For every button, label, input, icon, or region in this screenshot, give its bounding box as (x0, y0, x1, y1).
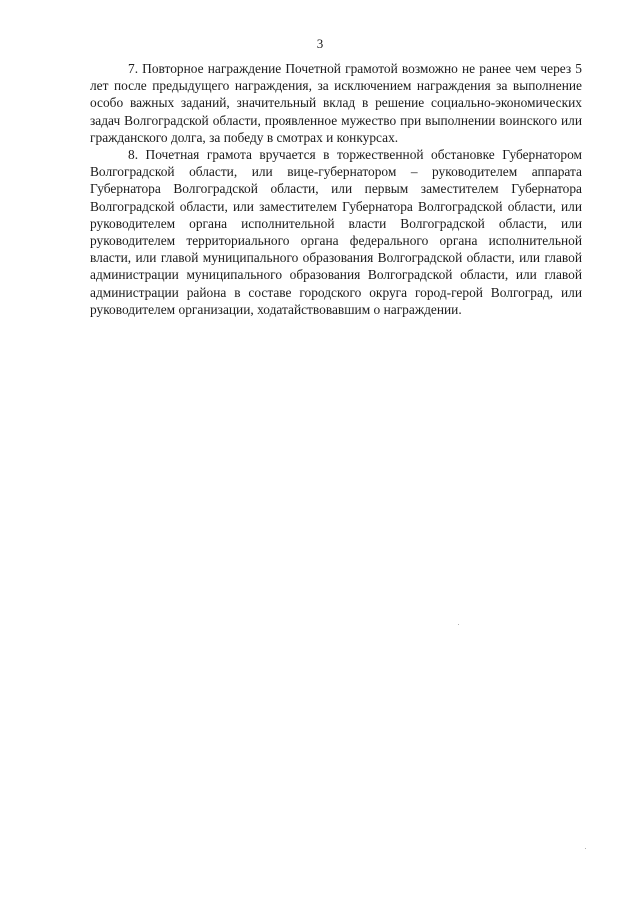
page-number: 3 (316, 36, 324, 51)
paragraph-7: 7. Повторное награждение Почетной грамотой возможно не ранее чем через 5 лет после предыдущего награждения, за исключением награждения за выполнение особо важных заданий, значительный вклад в решение социально-экономических задач Волгоградской области, проявленное мужество при выполнении воинского или гражданского долга, за победу в смотрах и конкурсах. (90, 61, 582, 145)
scan-speck (585, 848, 586, 849)
document-body (90, 60, 582, 318)
scan-speck (458, 624, 459, 625)
paragraph-8: 8. Почетная грамота вручается в торжественной обстановке Губернатором Волгоградской области, или вице-губернатором – руководителем аппарата Губернатора Волгоградской области, или первым заместителем Губернатора Волгоградской области, или заместителем Губернатора Волгоградской области, или руководителем органа исполнительной власти Волгоградской области, или руководителем территориального органа федерального органа исполнительной власти, или главой муниципального образования Волгоградской области, или главой администрации муниципального образования Волгоградской области, или главой администрации района в составе городского округа город-герой Волгоград, или руководителем организации, ходатайствовавшим о награждении. (90, 147, 582, 317)
